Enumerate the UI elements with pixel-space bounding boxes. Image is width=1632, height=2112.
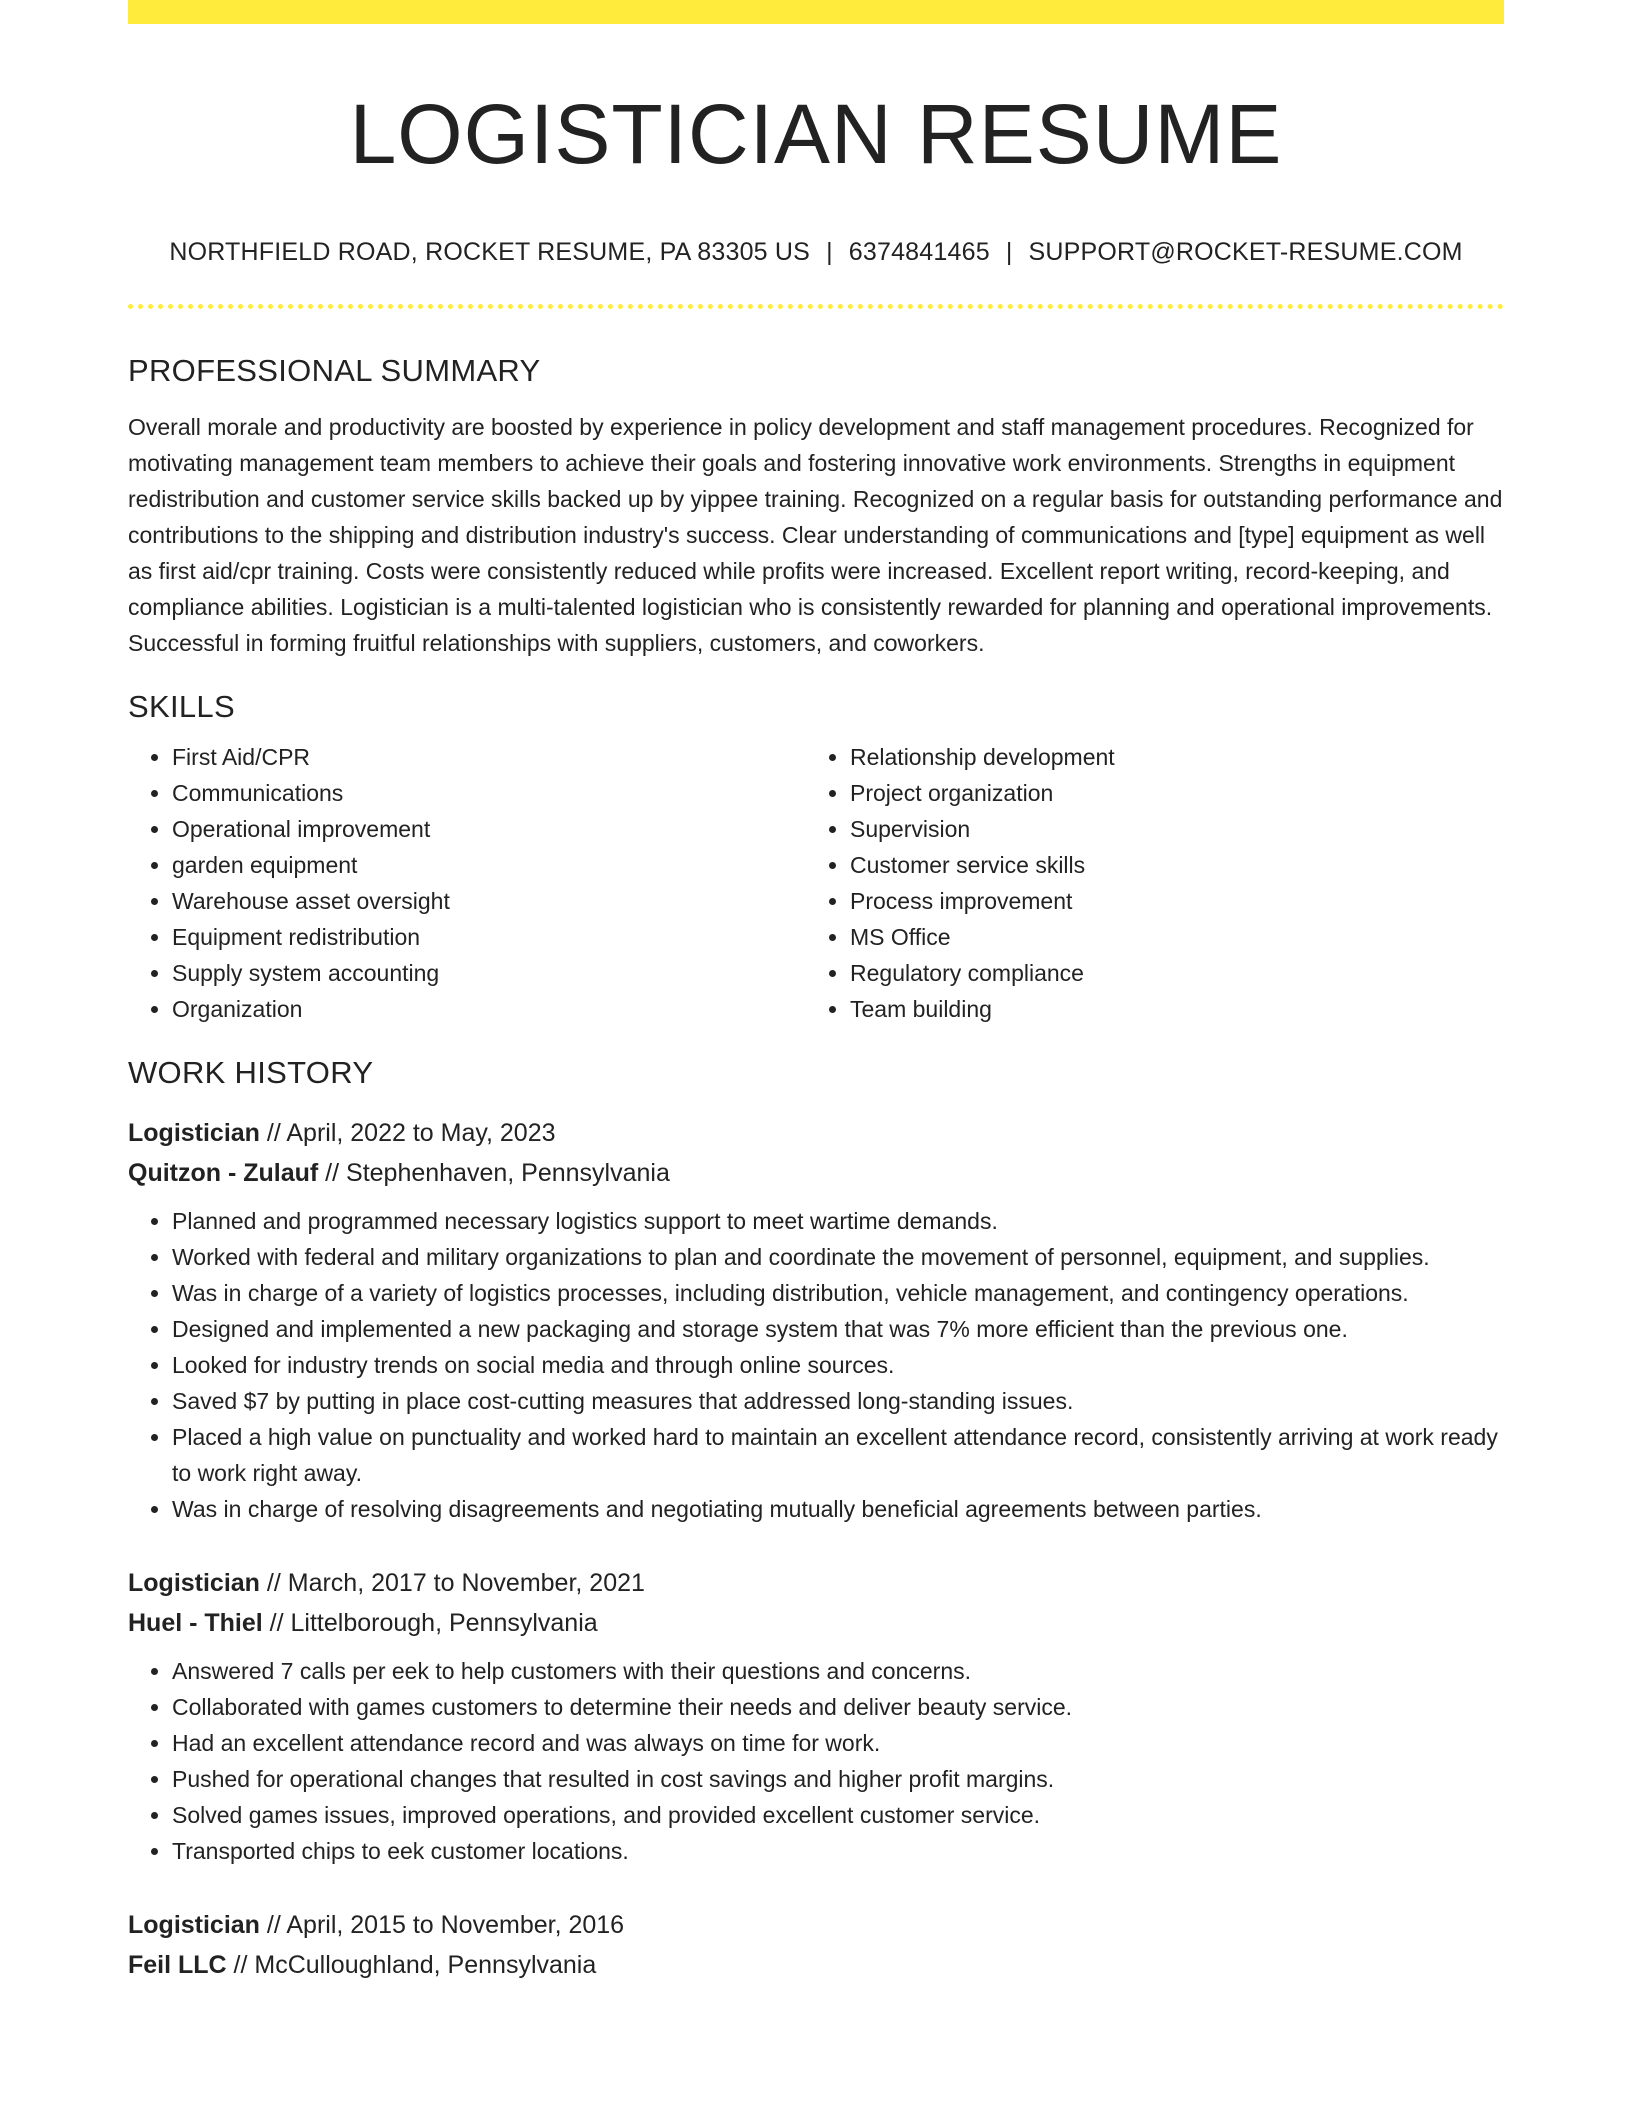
skill-item: • Equipment redistribution: [172, 919, 806, 955]
job-bullets: [128, 1203, 1504, 1527]
job-bullet: • Placed a high value on punctuality and worked hard to maintain an excellent attendance record, consistently arriving at work ready to work right away.: [172, 1419, 1504, 1491]
job-title-line: [128, 1905, 1504, 1945]
skills-section: [128, 687, 1504, 1027]
work-history-section: [128, 1053, 1504, 1985]
contact-line: [128, 236, 1504, 268]
skills-list-right: [806, 739, 1484, 1027]
job-entry: [128, 1563, 1504, 1869]
contact-address: NORTHFIELD ROAD, ROCKET RESUME, PA 83305 US: [169, 238, 811, 266]
skill-item: • Communications: [172, 775, 806, 811]
skill-item: • Process improvement: [850, 883, 1484, 919]
job-entry: [128, 1905, 1504, 1985]
job-dates: // April, 2015 to November, 2016: [259, 1911, 625, 1939]
contact-phone: 6374841465: [848, 238, 990, 266]
job-dates: // April, 2022 to May, 2023: [259, 1119, 556, 1147]
job-bullet: • Worked with federal and military organizations to plan and coordinate the movement of personnel, equipment, and supplies.: [172, 1239, 1504, 1275]
top-accent-bar: [128, 0, 1504, 24]
work-history-heading: WORK HISTORY: [128, 1055, 374, 1090]
skills-columns: [128, 739, 1504, 1027]
summary-section: [128, 351, 1504, 661]
job-title: Logistician: [128, 1569, 260, 1597]
skill-item: • Project organization: [850, 775, 1484, 811]
job-bullet: • Saved $7 by putting in place cost-cutting measures that addressed long-standing issues.: [172, 1383, 1504, 1419]
skill-item: • Organization: [172, 991, 806, 1027]
job-location: // McCulloughland, Pennsylvania: [226, 1951, 597, 1979]
job-title: Logistician: [128, 1911, 260, 1939]
job-entry: [128, 1113, 1504, 1527]
dotted-divider: [128, 304, 1504, 309]
job-bullet: • Was in charge of a variety of logistics processes, including distribution, vehicle management, and contingency operations.: [172, 1275, 1504, 1311]
job-bullet: • Pushed for operational changes that resulted in cost savings and higher profit margins.: [172, 1761, 1504, 1797]
job-bullet: • Looked for industry trends on social media and through online sources.: [172, 1347, 1504, 1383]
job-location: // Stephenhaven, Pennsylvania: [318, 1159, 670, 1187]
job-dates: // March, 2017 to November, 2021: [259, 1569, 645, 1597]
skill-item: • Warehouse asset oversight: [172, 883, 806, 919]
job-bullets: [128, 1653, 1504, 1869]
job-bullet: • Collaborated with games customers to determine their needs and deliver beauty service.: [172, 1689, 1504, 1725]
job-bullet: • Was in charge of resolving disagreements and negotiating mutually beneficial agreements between parties.: [172, 1491, 1504, 1527]
skill-item: • Relationship development: [850, 739, 1484, 775]
skill-item: • Customer service skills: [850, 847, 1484, 883]
resume-page: [128, 0, 1504, 1985]
skill-item: • Regulatory compliance: [850, 955, 1484, 991]
job-title-line: [128, 1563, 1504, 1603]
skills-heading: SKILLS: [128, 689, 235, 724]
skills-list-left: [128, 739, 806, 1027]
contact-email: SUPPORT@ROCKET-RESUME.COM: [1028, 238, 1463, 266]
job-bullet: • Designed and implemented a new packaging and storage system that was 7% more efficient than the previous one.: [172, 1311, 1504, 1347]
job-location: // Littelborough, Pennsylvania: [262, 1609, 598, 1637]
job-bullet: • Transported chips to eek customer locations.: [172, 1833, 1504, 1869]
skill-item: • Operational improvement: [172, 811, 806, 847]
skill-item: • First Aid/CPR: [172, 739, 806, 775]
skill-item: • Team building: [850, 991, 1484, 1027]
job-company: Huel - Thiel: [128, 1609, 263, 1637]
job-company-line: [128, 1945, 1504, 1985]
skill-item: • Supervision: [850, 811, 1484, 847]
contact-separator: |: [826, 238, 833, 266]
job-title: Logistician: [128, 1119, 260, 1147]
summary-text: Overall morale and productivity are boosted by experience in policy development and staff management procedures. Recognized for motivating management team members to achieve their goals and fostering innovative work environments. Strengths in equipment redistribution and customer service skills backed up by yippee training. Recognized on a regular basis for outstanding performance and contributions to the shipping and distribution industry's success. Clear understanding of communications and [type] equipment as well as first aid/cpr training. Costs were consistently reduced while profits were increased. Excellent report writing, record-keeping, and compliance abilities. Logistician is a multi-talented logistician who is consistently rewarded for planning and operational improvements. Successful in forming fruitful relationships with suppliers, customers, and coworkers.: [128, 414, 1503, 656]
contact-separator: |: [1005, 238, 1013, 266]
job-bullet: • Solved games issues, improved operations, and provided excellent customer service.: [172, 1797, 1504, 1833]
skill-item: • Supply system accounting: [172, 955, 806, 991]
job-bullet: • Answered 7 calls per eek to help customers with their questions and concerns.: [172, 1653, 1504, 1689]
page-title: LOGISTICIAN RESUME: [349, 87, 1283, 181]
job-company-line: [128, 1153, 1504, 1193]
summary-heading: PROFESSIONAL SUMMARY: [128, 353, 541, 388]
job-bullet: • Planned and programmed necessary logistics support to meet wartime demands.: [172, 1203, 1504, 1239]
skill-item: • MS Office: [850, 919, 1484, 955]
skill-item: • garden equipment: [172, 847, 806, 883]
job-company-line: [128, 1603, 1504, 1643]
job-company: Quitzon - Zulauf: [128, 1159, 319, 1187]
job-company: Feil LLC: [128, 1951, 227, 1979]
job-title-line: [128, 1113, 1504, 1153]
job-bullet: • Had an excellent attendance record and was always on time for work.: [172, 1725, 1504, 1761]
